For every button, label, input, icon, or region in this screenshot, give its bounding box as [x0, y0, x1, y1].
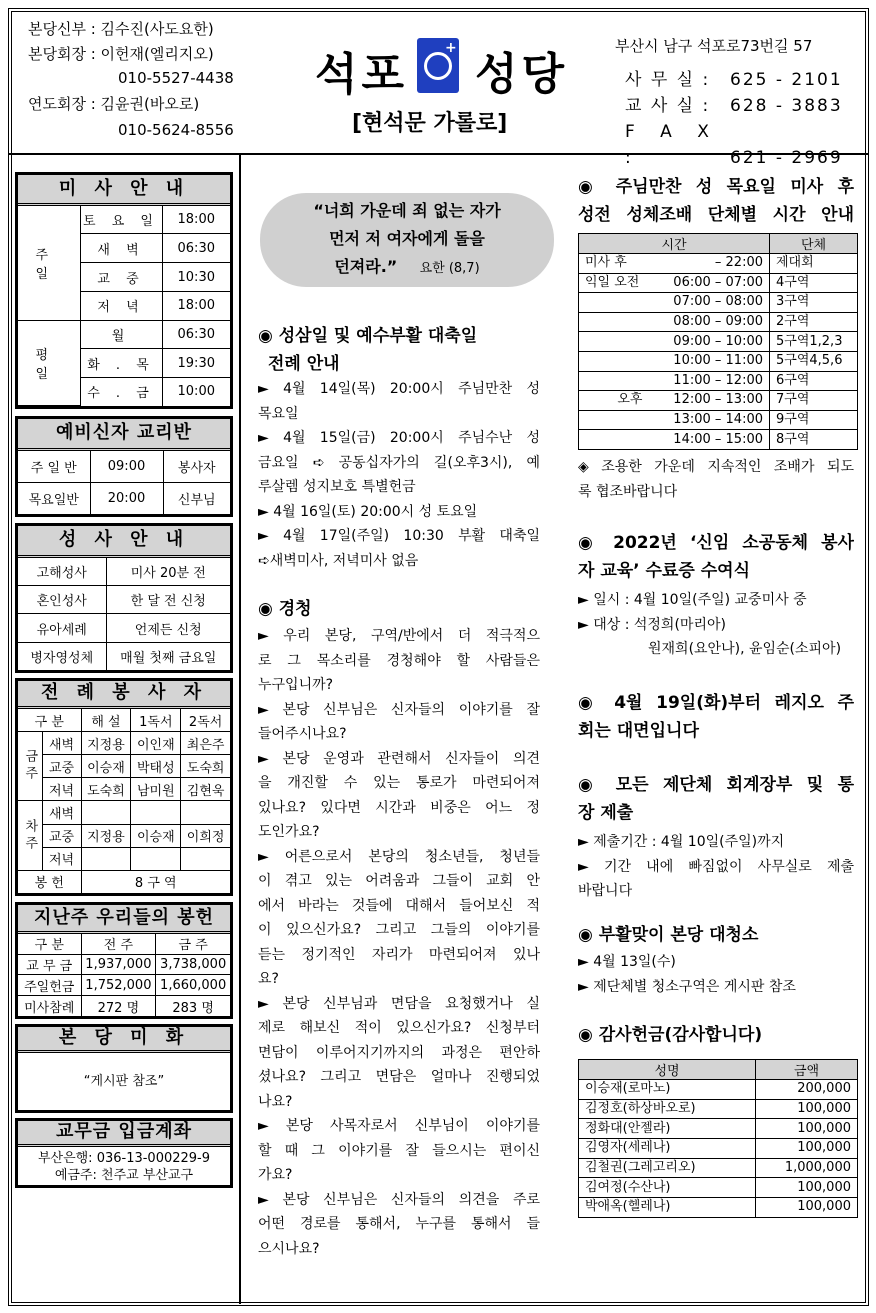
cert-body — [578, 588, 854, 662]
mass-name: 저녁 — [42, 847, 81, 870]
mass-name: 저 녁 — [80, 291, 162, 320]
server-name: 최은주 — [181, 732, 230, 755]
day-group: 주 일 — [18, 206, 80, 320]
regio-heading — [578, 689, 854, 745]
column-header: 단체 — [770, 234, 858, 254]
column-header: 해 설 — [81, 709, 131, 732]
sacrament-name: 고해성사 — [18, 558, 106, 586]
cleaning-heading: ◉ 부활맞이 본당 대청소 — [578, 925, 759, 945]
column-header: 전 주 — [81, 934, 156, 954]
mass-time: 10:30 — [162, 263, 230, 292]
text-line: ► 4월 15일(금) 20:00시 주님수난 성 — [258, 430, 540, 446]
text-line: 루살렘 성지보호 특별헌금 — [258, 479, 416, 495]
church-name-right: 성당 — [475, 49, 569, 100]
table-row — [18, 614, 230, 642]
patron-saint: [현석문 가롤로] — [352, 111, 508, 136]
table-row — [579, 273, 858, 293]
note-line: ◈ 조용한 가운데 지속적인 조배가 되도 — [578, 459, 854, 475]
mass-name: 수 . 금 — [80, 378, 162, 406]
list-item: ► 대상 : 석정희(마리아) — [578, 616, 726, 633]
table-row — [18, 824, 230, 847]
list-item: ► 제출기간 : 4월 10일(주일)까지 — [578, 834, 785, 850]
donation-amount: 100,000 — [756, 1139, 858, 1159]
mass-name: 교중 — [42, 755, 81, 778]
sacrament-info: 미사 20분 전 — [106, 558, 230, 586]
table-row — [18, 996, 230, 1016]
text-line: ► 본당 신부님은 신자들의 이야기를 잘 — [258, 701, 540, 718]
list-item: 바랍니다 — [578, 883, 633, 899]
server-name: 이승재 — [81, 755, 131, 778]
day-group: 평 일 — [18, 320, 80, 405]
accounts-heading — [578, 771, 854, 827]
sacrament-info: 매월 첫째 금요일 — [106, 642, 230, 670]
accounts-body — [578, 830, 854, 904]
group-name: 6구역 — [770, 371, 858, 391]
listen-body — [258, 624, 540, 1261]
phone-list — [625, 67, 843, 171]
sacrament-name: 혼인성사 — [18, 586, 106, 614]
text-line: ► 본당 사목자로서 신부님이 이야기를 — [258, 1118, 540, 1134]
group-name: 7구역 — [770, 391, 858, 411]
phone-value: 621 - 2969 — [730, 148, 843, 168]
heading-line: ◉ 주님만찬 성 목요일 미사 후 — [578, 177, 854, 197]
president: 본당회장 : 이헌재(엘리지오) — [28, 45, 214, 63]
mass-name: 교 중 — [80, 263, 162, 292]
text-line: 로 그 목소리를 경청해야 할 사람들은 — [258, 652, 540, 669]
class-cell: 목요일반 — [18, 483, 90, 515]
sacrament-info: 한 달 전 신청 — [106, 586, 230, 614]
time-label — [579, 332, 649, 352]
table-row — [579, 410, 858, 430]
time-label: 오후 — [579, 391, 649, 411]
text-line: 을 개진할 수 있는 통로가 마련되어져 — [258, 775, 540, 791]
quote-line: 던져라.” — [334, 257, 398, 276]
server-name — [131, 801, 181, 824]
table-row — [579, 1080, 858, 1100]
offering-label: 봉 헌 — [18, 870, 81, 893]
text-line: 제로 해보신 적이 있으신가요? 신청부터 — [258, 1020, 540, 1036]
time-range: 11:00 – 12:00 — [649, 371, 770, 391]
bank-account — [15, 1118, 233, 1188]
time-label: 미사 후 — [579, 254, 649, 274]
triduum-heading — [258, 322, 477, 378]
donor-name: 김정호(하상바오로) — [579, 1099, 756, 1119]
pastor: 본당신부 : 김수진(사도요한) — [28, 20, 214, 38]
mass-time: 18:00 — [162, 206, 230, 234]
time-range: 07:00 – 08:00 — [649, 293, 770, 313]
time-range: 12:00 – 13:00 — [649, 391, 770, 411]
time-range: 09:00 – 10:00 — [649, 332, 770, 352]
text-line: 들어주시나요? — [258, 726, 347, 742]
text-line: 듣는 정기적인 자리가 마련되어져 있나 — [258, 946, 540, 963]
table-row — [18, 451, 230, 483]
column-header: 금 주 — [156, 934, 230, 954]
category: 미사참례 — [18, 996, 81, 1016]
server-name — [81, 801, 131, 824]
mass-schedule — [15, 172, 233, 409]
account-holder: 예금주: 천주교 부산교구 — [54, 1168, 194, 1183]
server-name — [81, 847, 131, 870]
memorial-president: 연도회장 : 김윤권(바오로) — [28, 95, 200, 113]
offering-value: 8 구 역 — [81, 870, 230, 893]
church-logo: + — [417, 38, 459, 93]
bank-number: 부산은행: 036-13-000229-9 — [37, 1151, 211, 1166]
table-row — [579, 1139, 858, 1159]
server-name: 박태성 — [131, 755, 181, 778]
text-line: 으시나요? — [258, 1240, 320, 1257]
donor-name: 김영자(세레나) — [579, 1139, 756, 1159]
text-line: 이 겪고 있는 어려움과 그들이 교회 안 — [258, 873, 540, 889]
amount: 1,937,000 — [81, 954, 156, 975]
mass-time: 10:00 — [162, 378, 230, 406]
text-line: 에서 바라는 것들에 대해서 들어보신 적 — [258, 897, 540, 914]
sacrament-name: 병자영성체 — [18, 642, 106, 670]
time-label — [579, 371, 649, 391]
sacrament-info: 언제든 신청 — [106, 614, 230, 642]
text-line: 어떤 경로를 통해서, 누구를 통해서 들 — [258, 1216, 540, 1232]
flowers-note: “게시판 참조” — [83, 1074, 165, 1089]
server-name: 김현욱 — [181, 778, 230, 801]
table-row — [18, 320, 230, 349]
table-row — [18, 870, 230, 893]
table-row — [18, 709, 230, 732]
staff-info — [28, 17, 234, 142]
table-row — [18, 934, 230, 954]
text-line: 면담이 이루어지기까지의 과정은 편안하 — [258, 1044, 540, 1061]
group-name: 9구역 — [770, 410, 858, 430]
mass-time: 19:30 — [162, 349, 230, 378]
mass-name: 토 요 일 — [80, 206, 162, 234]
table-row — [18, 755, 230, 778]
text-line: 도인가요? — [258, 824, 320, 840]
text-line: 나요? — [258, 1093, 293, 1110]
donor-name: 김철권(그레고리오) — [579, 1158, 756, 1178]
scripture-quote — [260, 193, 554, 287]
triduum-body — [258, 377, 540, 573]
donor-name: 김여정(수산나) — [579, 1178, 756, 1198]
server-name: 도숙희 — [81, 778, 131, 801]
text-line: ► 본당 운영과 관련해서 신자들이 의견 — [258, 750, 540, 767]
group-name: 5구역4,5,6 — [770, 351, 858, 371]
offering-summary — [15, 902, 233, 1019]
class-cell: 봉사자 — [163, 451, 230, 483]
memorial-phone: 010-5624-8556 — [118, 121, 234, 139]
account-title: 교무금 입금계좌 — [18, 1121, 230, 1147]
donation-amount: 100,000 — [756, 1099, 858, 1119]
table-row — [579, 234, 858, 254]
group-name: 5구역1,2,3 — [770, 332, 858, 352]
table-row — [579, 254, 858, 274]
heading-line: 자 교육’ 수료증 수여식 — [578, 561, 751, 581]
server-name: 이희정 — [181, 824, 230, 847]
donation-amount: 200,000 — [756, 1080, 858, 1100]
sacrament-title: 성 사 안 내 — [18, 526, 230, 558]
thanks-table — [578, 1059, 858, 1218]
cleaning-body — [578, 950, 854, 999]
donation-amount: 100,000 — [756, 1178, 858, 1198]
text-line: 누구입니까? — [258, 677, 334, 693]
server-name: 남미원 — [131, 778, 181, 801]
text-line: ► 어른으로서 본당의 청소년들, 청년들 — [258, 848, 540, 865]
server-name: 지정용 — [81, 732, 131, 755]
listen-heading: ◉ 경청 — [258, 599, 312, 619]
donor-name: 이승재(로마노) — [579, 1080, 756, 1100]
category: 주일헌금 — [18, 975, 81, 996]
column-header: 시간 — [579, 234, 770, 254]
table-row — [579, 391, 858, 411]
time-range: 06:00 – 07:00 — [649, 273, 770, 293]
liturgy-servers — [15, 678, 233, 896]
time-range: 13:00 – 14:00 — [649, 410, 770, 430]
time-label — [579, 312, 649, 332]
week-group: 차주 — [18, 801, 42, 870]
mass-name: 새벽 — [42, 801, 81, 824]
column-header: 성명 — [579, 1060, 756, 1080]
church-name-left: 석포 — [315, 49, 409, 100]
text-line: ► 본당 신부님은 신자들의 의견을 주로 — [258, 1191, 540, 1208]
table-row — [579, 430, 858, 450]
text-line: ► 4월 17일(주일) 10:30 부활 대축일 — [258, 528, 540, 544]
president-phone: 010-5527-4438 — [118, 69, 234, 87]
sacrament-name: 유아세례 — [18, 614, 106, 642]
mass-name: 저녁 — [42, 778, 81, 801]
text-line: 있나요? 있다면 시간과 비중은 어느 정 — [258, 799, 540, 816]
server-name: 도숙희 — [181, 755, 230, 778]
mass-title: 미 사 안 내 — [18, 175, 230, 206]
donation-amount: 100,000 — [756, 1119, 858, 1139]
text-line: 가요? — [258, 1167, 293, 1183]
time-label — [579, 351, 649, 371]
sacrament-guide — [15, 523, 233, 673]
text-line: ► 4월 14일(목) 20:00시 주님만찬 성 — [258, 381, 540, 397]
table-row — [579, 332, 858, 352]
text-line: ► 본당 신부님과 면담을 요청했거나 실 — [258, 995, 540, 1012]
amount: 3,738,000 — [156, 954, 230, 975]
heading-line: 성전 성체조배 단체별 시간 안내 — [578, 205, 854, 225]
server-name: 지정용 — [81, 824, 131, 847]
mass-name: 교중 — [42, 824, 81, 847]
table-row — [579, 1158, 858, 1178]
list-item: ► 제단체별 청소구역은 게시판 참조 — [578, 978, 796, 995]
mass-time: 06:30 — [162, 320, 230, 349]
group-name: 8구역 — [770, 430, 858, 450]
adoration-table — [578, 233, 858, 450]
table-row — [579, 1099, 858, 1119]
mass-time: 06:30 — [162, 234, 230, 263]
time-label: 익일 오전 — [579, 273, 649, 293]
table-row — [18, 732, 230, 755]
catechumen-title: 예비신자 교리반 — [18, 419, 230, 451]
catechumen-class — [15, 416, 233, 517]
column-header: 금액 — [756, 1060, 858, 1080]
table-row — [18, 975, 230, 996]
category: 교 무 금 — [18, 954, 81, 975]
server-name: 이인재 — [131, 732, 181, 755]
donation-amount: 1,000,000 — [756, 1158, 858, 1178]
table-row — [579, 293, 858, 313]
amount: 283 명 — [156, 996, 230, 1016]
heading-line: ◉ 4월 19일(화)부터 레지오 주 — [578, 693, 854, 713]
text-line: 할 때 그 이야기를 잘 들으시는 편이신 — [258, 1142, 540, 1159]
mass-name: 새벽 — [42, 732, 81, 755]
text-line: 이 있으신가요? 그리고 그들의 이야기를 — [258, 922, 540, 938]
class-cell: 신부님 — [163, 483, 230, 515]
text-line: 요? — [258, 971, 279, 987]
column-header: 구 분 — [18, 934, 81, 954]
class-cell: 09:00 — [90, 451, 163, 483]
group-name: 2구역 — [770, 312, 858, 332]
offering-title: 지난주 우리들의 봉헌 — [18, 905, 230, 934]
table-row — [18, 586, 230, 614]
time-label — [579, 410, 649, 430]
flower-decoration — [15, 1024, 233, 1113]
table-row — [579, 1060, 858, 1080]
time-range: 10:00 – 11:00 — [649, 351, 770, 371]
phone-label: F A X : — [625, 122, 719, 168]
time-label — [579, 293, 649, 313]
group-name: 제대회 — [770, 254, 858, 274]
adoration-note — [578, 455, 854, 504]
thanks-heading: ◉ 감사헌금(감사합니다) — [578, 1025, 763, 1045]
donor-name: 정화대(안젤라) — [579, 1119, 756, 1139]
table-row — [18, 778, 230, 801]
quote-source: 요한 (8,7) — [419, 261, 480, 276]
phone-label: 교 사 실 : — [625, 96, 711, 116]
time-range: 08:00 – 09:00 — [649, 312, 770, 332]
heading-line: 전례 안내 — [268, 354, 340, 374]
adoration-heading — [578, 173, 854, 229]
table-row — [18, 558, 230, 586]
mass-name: 화 . 목 — [80, 349, 162, 378]
table-row — [579, 1198, 858, 1218]
flowers-title: 본 당 미 화 — [18, 1027, 230, 1053]
text-line: 목요일 — [258, 405, 299, 422]
mass-name: 새 벽 — [80, 234, 162, 263]
heading-line: 장 제출 — [578, 803, 634, 823]
phone-value: 625 - 2101 — [730, 70, 843, 90]
quote-line: 먼저 저 여자에게 돌을 — [329, 229, 485, 248]
server-name — [181, 847, 230, 870]
time-label — [579, 430, 649, 450]
table-row — [18, 801, 230, 824]
note-line: 록 협조바랍니다 — [578, 483, 678, 500]
divider — [239, 154, 241, 1304]
table-row — [579, 1119, 858, 1139]
table-row — [579, 312, 858, 332]
table-row — [18, 954, 230, 975]
group-name: 3구역 — [770, 293, 858, 313]
table-row — [579, 1178, 858, 1198]
class-cell: 주 일 반 — [18, 451, 90, 483]
text-line: 금요일 ➪ 공동십자가의 길(오후3시), 예 — [258, 454, 540, 471]
phone-value: 628 - 3883 — [730, 96, 843, 116]
column-header: 1독서 — [131, 709, 181, 732]
mass-time: 18:00 — [162, 291, 230, 320]
address: 부산시 남구 석포로73번길 57 — [615, 37, 813, 55]
heading-line: 회는 대면입니다 — [578, 721, 699, 741]
cert-heading — [578, 529, 854, 585]
phone-label: 사 무 실 : — [625, 70, 711, 90]
table-row — [18, 483, 230, 515]
table-row — [18, 847, 230, 870]
column-header: 구 분 — [18, 709, 81, 732]
heading-line: ◉ 모든 제단체 회계장부 및 통 — [578, 775, 854, 795]
time-range: 14:00 – 15:00 — [649, 430, 770, 450]
mass-name: 월 — [80, 320, 162, 349]
time-range: – 22:00 — [649, 254, 770, 274]
server-name — [131, 847, 181, 870]
heading-line: ◉ 2022년 ‘신임 소공동체 봉사 — [578, 533, 854, 553]
amount: 1,660,000 — [156, 975, 230, 996]
quote-line: “너희 가운데 죄 없는 자가 — [313, 201, 501, 220]
class-cell: 20:00 — [90, 483, 163, 515]
table-row — [18, 642, 230, 670]
amount: 1,752,000 — [81, 975, 156, 996]
server-name: 이승재 — [131, 824, 181, 847]
table-row — [579, 351, 858, 371]
text-line: ➪새벽미사, 저녁미사 없음 — [258, 552, 419, 569]
list-item: 원재희(요안나), 윤임순(소피아) — [648, 641, 842, 657]
week-group: 금주 — [18, 732, 42, 801]
donation-amount: 100,000 — [756, 1198, 858, 1218]
table-row — [579, 371, 858, 391]
heading-line: ◉ 성삼일 및 예수부활 대축일 — [258, 326, 478, 346]
column-header: 2독서 — [181, 709, 230, 732]
list-item: ► 기간 내에 빠짐없이 사무실로 제출 — [578, 858, 854, 875]
table-row — [18, 206, 230, 234]
text-line: ► 4월 16일(토) 20:00시 성 토요일 — [258, 503, 478, 520]
donor-name: 박애옥(헬레나) — [579, 1198, 756, 1218]
amount: 272 명 — [81, 996, 156, 1016]
text-line: ► 우리 본당, 구역/반에서 더 적극적으 — [258, 628, 540, 644]
liturgy-title: 전 례 봉 사 자 — [18, 681, 230, 709]
server-name — [181, 801, 230, 824]
group-name: 4구역 — [770, 273, 858, 293]
list-item: ► 일시 : 4월 10일(주일) 교중미사 중 — [578, 592, 807, 608]
list-item: ► 4월 13일(수) — [578, 954, 676, 970]
text-line: 셨나요? 그리고 면담은 얼마나 진행되었 — [258, 1069, 540, 1085]
